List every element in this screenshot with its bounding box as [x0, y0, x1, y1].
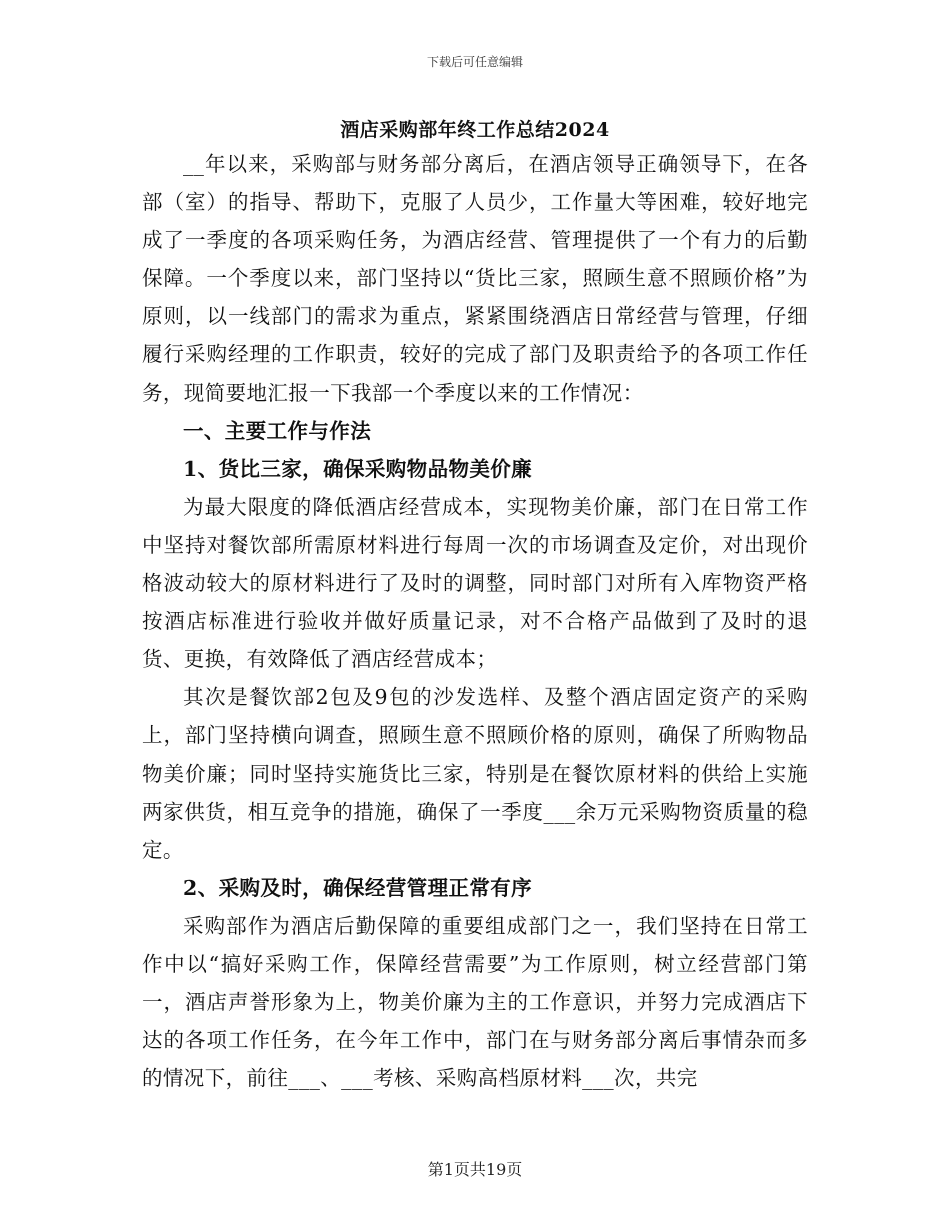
document-body [142, 145, 808, 1097]
page-number: 第1页共19页 [427, 1160, 523, 1179]
document-title: 酒店采购部年终工作总结2024 [340, 119, 610, 141]
download-note: 下载后可任意编辑 [426, 55, 523, 69]
paragraph-sofa-selection: 其次是餐饮部2包及9包的沙发选样、及整个酒店固定资产的采购上，部门坚持横向调查，照顾生意不照顾价格的原则，确保了所购物品物美价廉；同时坚持实施货比三家，特别是在餐饮原材料的供给上实施两家供货，相互竞争的措施，确保了一季度___余万元采购物资质量的稳定。 [142, 685, 808, 862]
heading-timely-purchasing: 2、采购及时，确保经营管理正常有序 [183, 875, 533, 900]
heading-compare-suppliers: 1、货比三家，确保采购物品物美价廉 [183, 456, 533, 481]
paragraph-logistics-support: 采购部作为酒店后勤保障的重要组成部门之一，我们坚持在日常工作中以“搞好采购工作，保障经营需要”为工作原则，树立经营部门第一，酒店声誉形象为上，物美价廉为主的工作意识，并努力完成酒店下达的各项工作任务，在今年工作中，部门在与财务部分离后事情杂而多的情况下，前往___、___考核、采购高档原材料___次，共完 [142, 913, 808, 1091]
heading-main-work: 一、主要工作与作法 [183, 418, 372, 443]
paragraph-intro: __年以来，采购部与财务部分离后，在酒店领导正确领导下，在各部（室）的指导、帮助下，克服了人员少，工作量大等困难，较好地完成了一季度的各项采购任务，为酒店经营、管理提供了一个有力的后勤保障。一个季度以来，部门坚持以“货比三家，照顾生意不照顾价格”为原则，以一线部门的需求为重点，紧紧围绕酒店日常经营与管理，仔细履行采购经理的工作职责，较好的完成了部门及职责给予的各项工作任务，现简要地汇报一下我部一个季度以来的工作情况： [142, 152, 808, 405]
paragraph-cost-reduction: 为最大限度的降低酒店经营成本，实现物美价廉，部门在日常工作中坚持对餐饮部所需原材料进行每周一次的市场调查及定价，对出现价格波动较大的原材料进行了及时的调整，同时部门对所有入库物资严格按酒店标准进行验收并做好质量记录，对不合格产品做到了及时的退货、更换，有效降低了酒店经营成本； [142, 494, 808, 672]
